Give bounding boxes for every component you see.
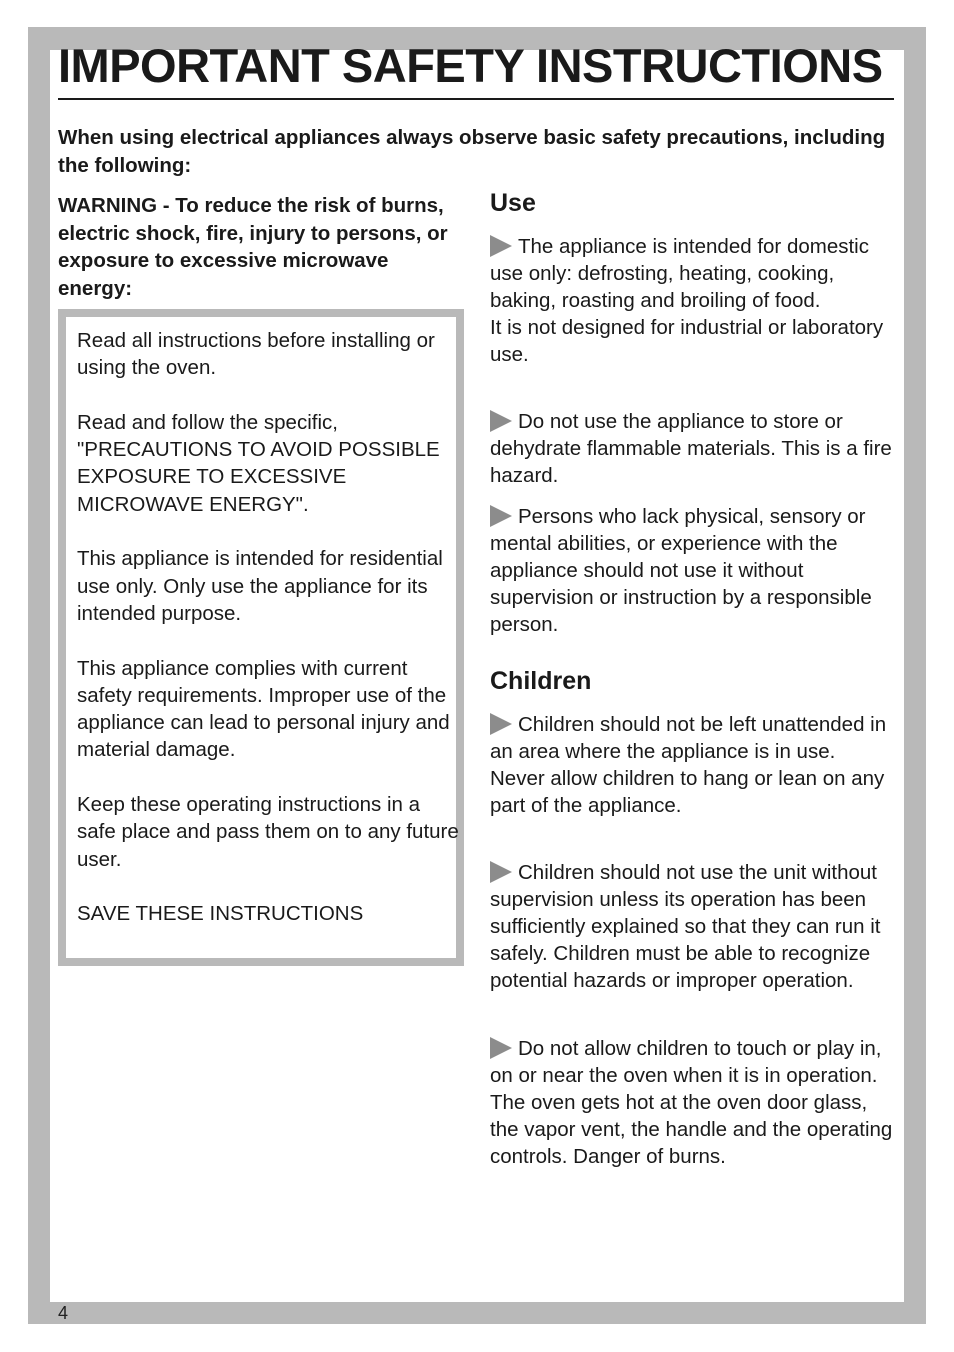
intro-text: When using electrical appliances always observe basic safety precautions, including the following: bbox=[58, 126, 886, 177]
box-paragraph-save: SAVE THESE INSTRUCTIONS bbox=[77, 902, 364, 926]
box-paragraph: Read and follow the specific, "PRECAUTIONS TO AVOID POSSIBLE EXPOSURE TO EXCESSIVE MICROWAVE ENERGY". bbox=[77, 410, 440, 516]
arrow-bullet-icon bbox=[490, 235, 512, 257]
children-item-3 bbox=[490, 1035, 895, 1170]
use-heading: Use bbox=[490, 189, 536, 217]
use-item-1 bbox=[490, 233, 895, 368]
page-title: IMPORTANT SAFETY INSTRUCTIONS bbox=[58, 39, 883, 92]
children-item-2 bbox=[490, 859, 895, 994]
use-item-text: It is not designed for industrial or laboratory use. bbox=[490, 316, 884, 366]
use-section bbox=[490, 188, 895, 218]
box-paragraph: This appliance complies with current safety requirements. Improper use of the appliance can lead to personal injury and material damage. bbox=[77, 656, 450, 762]
arrow-bullet-icon bbox=[490, 861, 512, 883]
arrow-bullet-icon bbox=[490, 410, 512, 432]
title-divider bbox=[58, 98, 894, 100]
use-item-text: The appliance is intended for domestic use only: defrosting, heating, cooking, baking, roasting and broiling of food. bbox=[490, 235, 869, 312]
box-paragraph: This appliance is intended for residential use only. Only use the appliance for its intended purpose. bbox=[77, 547, 443, 625]
instructions-box-text bbox=[77, 327, 459, 955]
use-item-2 bbox=[490, 408, 895, 489]
arrow-bullet-icon bbox=[490, 1037, 512, 1059]
children-item-text: Do not allow children to touch or play in, on or near the oven when it is in operation. The oven gets hot at the oven door glass, the vapor vent, the handle and the operating controls. Danger of burns. bbox=[490, 1037, 893, 1168]
children-section bbox=[490, 666, 895, 696]
arrow-bullet-icon bbox=[490, 505, 512, 527]
children-item-text: Children should not use the unit without supervision unless its operation has been sufficiently explained so that they can run it safely. Children must be able to recognize potential hazards or improper operation. bbox=[490, 861, 881, 992]
page-number: 4 bbox=[58, 1303, 69, 1323]
children-heading: Children bbox=[490, 667, 592, 695]
use-item-3 bbox=[490, 503, 895, 638]
arrow-bullet-icon bbox=[490, 713, 512, 735]
use-item-text: Persons who lack physical, sensory or mental abilities, or experience with the appliance should not use it without supervision or instruction by a responsible person. bbox=[490, 505, 872, 636]
children-item-1 bbox=[490, 711, 895, 819]
children-item-text: Children should not be left unattended in an area where the appliance is in use. Never allow children to hang or lean on any part of the appliance. bbox=[490, 713, 887, 817]
warning-text: WARNING - To reduce the risk of burns, electric shock, fire, injury to persons, or exposure to excessive microwave energy: bbox=[58, 194, 448, 300]
box-paragraph: Read all instructions before installing or using the oven. bbox=[77, 329, 435, 380]
use-item-text: Do not use the appliance to store or dehydrate flammable materials. This is a fire hazard. bbox=[490, 410, 892, 487]
box-paragraph: Keep these operating instructions in a safe place and pass them on to any future user. bbox=[77, 793, 459, 871]
